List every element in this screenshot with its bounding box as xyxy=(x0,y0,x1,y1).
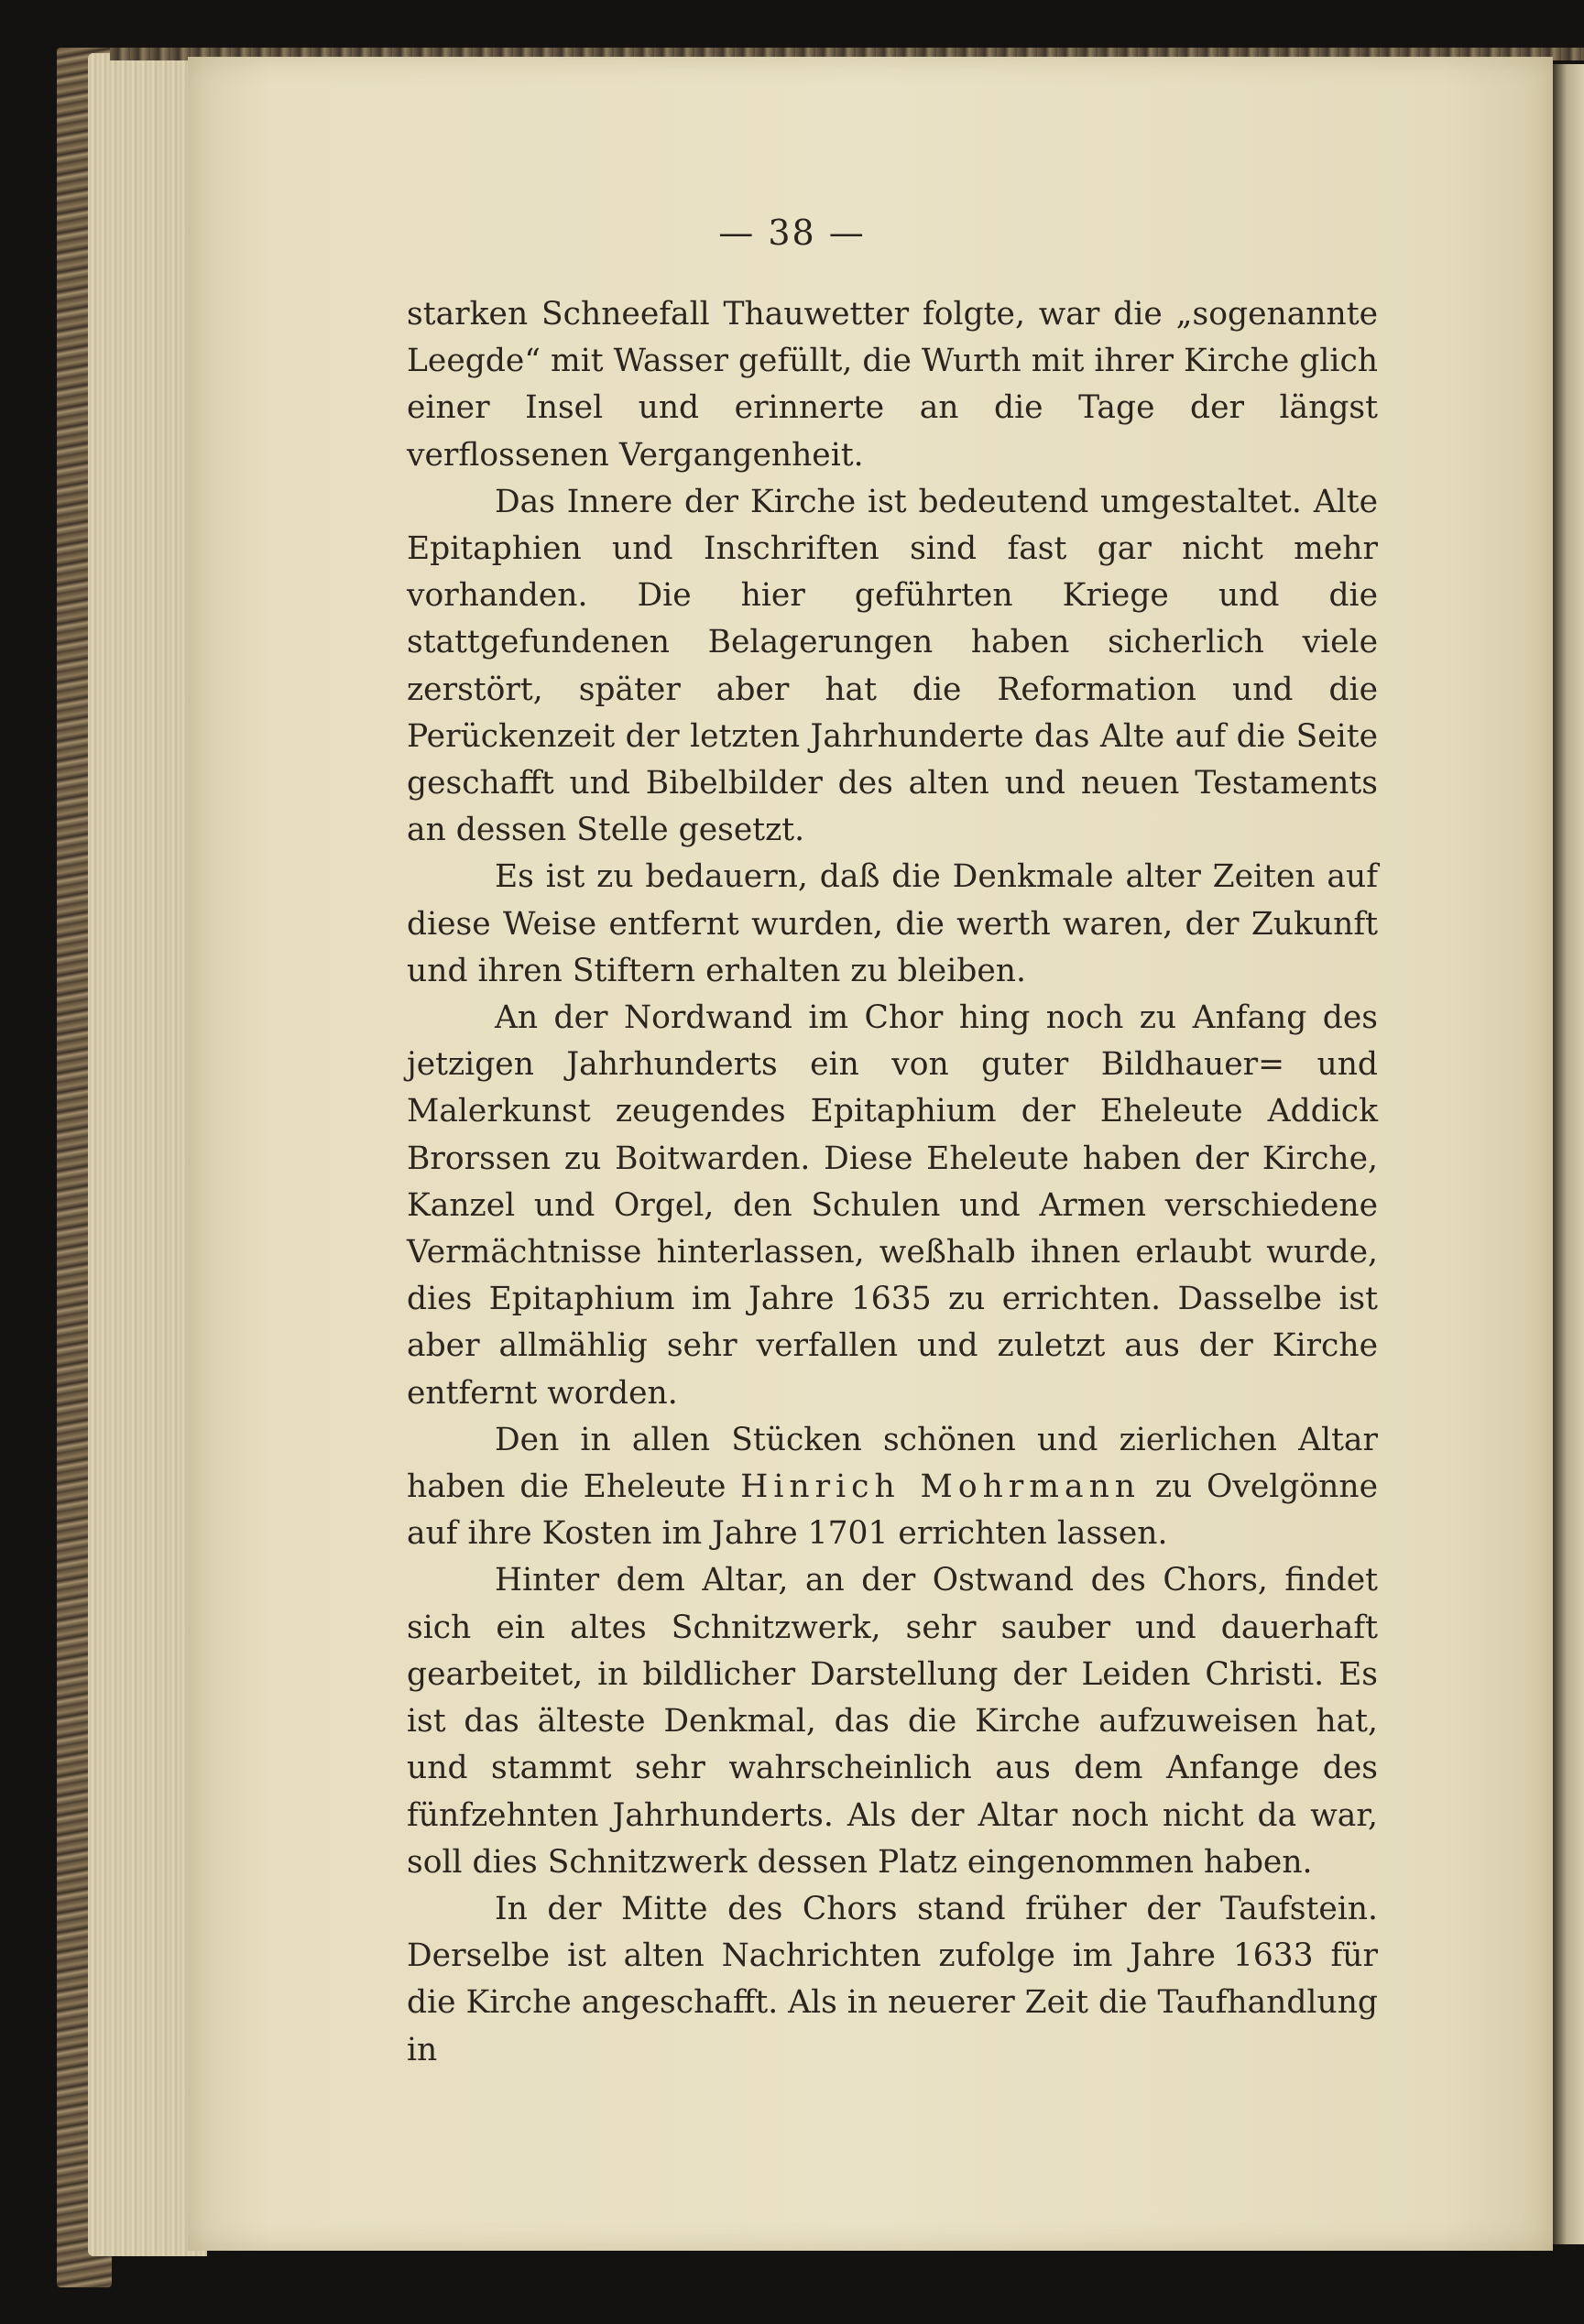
body-text xyxy=(407,291,1378,2074)
paragraph: Das Innere der Kirche ist bedeutend umgestaltet. Alte Epitaphien und Inschriften sind fast gar nicht mehr vorhanden. Die hier geführten Kriege und die stattgefundenen Belagerungen haben sicherlich viele zerstört, später aber hat die Reformation und die Perückenzeit der letzten Jahrhunderte das Alte auf die Seite geschafft und Bibelbilder des alten und neuen Testaments an dessen Stelle gesetzt. xyxy=(407,483,1378,849)
paragraph: In der Mitte des Chors stand früher der Taufstein. Derselbe ist alten Nachrichten zufolge im Jahre 1633 für die Kirche angeschafft. Als in neuerer Zeit die Taufhandlung in xyxy=(407,1890,1378,2068)
paragraph: An der Nordwand im Chor hing noch zu Anfang des jetzigen Jahrhunderts ein von guter Bildhauer= und Malerkunst zeugendes Epitaphium der Eheleute Addick Brorssen zu Boitwarden. Diese Eheleute haben der Kirche, Kanzel und Orgel, den Schulen und Armen verschiedene Vermächtnisse hinterlassen, weßhalb ihnen erlaubt wurde, dies Epitaphium im Jahre 1635 zu errichten. Dasselbe ist aber allmählig sehr verfallen und zuletzt aus der Kirche entfernt worden. xyxy=(407,999,1378,1412)
page-number: — 38 — xyxy=(718,213,866,253)
spaced-name: Hinrich Mohrmann xyxy=(740,1468,1142,1506)
book-gutter xyxy=(1553,64,1584,2244)
paragraph: starken Schneefall Thauwetter folgte, war die „sogenannte Leegde“ mit Wasser gefüllt, die Wurth mit ihrer Kirche glich einer Insel und erinnerte an die Tage der längst verflossenen Vergangenheit. xyxy=(407,296,1378,474)
paragraph: Es ist zu bedauern, daß die Denkmale alter Zeiten auf diese Weise entfernt wurden, die werth waren, der Zukunft und ihren Stiftern erhalten zu bleiben. xyxy=(407,858,1378,989)
paragraph xyxy=(407,1417,1378,1558)
paragraph-text: Den in allen Stücken schönen und zierlichen Altar haben die Eheleute xyxy=(407,1421,1378,1506)
paragraph: Hinter dem Altar, an der Ostwand des Chors, findet sich ein altes Schnitzwerk, sehr sauber und dauerhaft gearbeitet, in bildlicher Darstellung der Leiden Christi. Es ist das älteste Denkmal, das die Kirche aufzuweisen hat, und stammt sehr wahrscheinlich aus dem Anfange des fünfzehnten Jahrhunderts. Als der Altar noch nicht da war, soll dies Schnitzwerk dessen Platz eingenommen haben. xyxy=(407,1562,1378,1881)
paragraph-text: zu Ovelgönne auf ihre Kosten im Jahre 1701 errichten lassen. xyxy=(407,1468,1378,1553)
